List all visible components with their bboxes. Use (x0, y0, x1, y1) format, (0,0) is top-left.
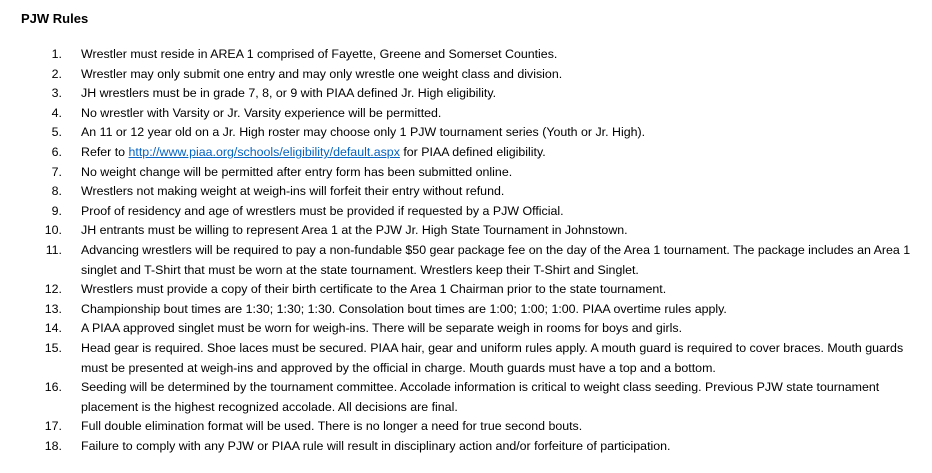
rule-text: Wrestler may only submit one entry and may only wrestle one weight class and division. (81, 66, 563, 81)
rule-text: JH entrants must be willing to represent Area 1 at the PJW Jr. High State Tournament in Johnstown. (81, 223, 628, 238)
rule-text: An 11 or 12 year old on a Jr. High roster may choose only 1 PJW tournament series (Youth or Jr. High). (81, 125, 646, 140)
rule-number: 6. (51, 144, 62, 159)
rule-text: Advancing wrestlers will be required to pay a non-fundable $50 gear package fee on the day of the Area 1 tournament. The package includes an Area 1 singlet and T-Shirt that must be worn at the state tournament. Wrestlers keep their T-Shirt and Singlet. (81, 242, 911, 277)
rule-text: Seeding will be determined by the tournament committee. Accolade information is critical to weight class seeding. Previous PJW state tournament placement is the highest recognized accolade. All decisions are final. (81, 380, 880, 414)
piaa-eligibility-link[interactable]: http://www.piaa.org/schools/eligibility/default.aspx (128, 144, 400, 159)
rule-number: 17. (44, 419, 62, 434)
rule-item-14 (0, 319, 932, 339)
rule-item-17 (0, 417, 932, 437)
rule-number: 12. (44, 282, 62, 297)
rule-number: 8. (51, 184, 62, 199)
rule-item-10 (0, 221, 932, 241)
rule-number: 9. (51, 203, 62, 218)
rule-number: 14. (44, 321, 62, 336)
rule-number: 5. (51, 125, 62, 140)
rule-item-15 (0, 339, 932, 378)
rule-item-7 (0, 163, 932, 183)
rule-text: Championship bout times are 1:30; 1:30; 1:30. Consolation bout times are 1:00; 1:00; 1:00. PIAA overtime rules apply. (81, 301, 727, 316)
rule-number: 7. (51, 164, 62, 179)
rule-text: Full double elimination format will be used. There is no longer a need for true second bouts. (81, 419, 583, 434)
page-title: PJW Rules (21, 11, 89, 26)
rule-text-after-link: for PIAA defined eligibility. (399, 144, 546, 159)
rule-number: 3. (51, 86, 62, 101)
rule-item-5 (0, 123, 932, 143)
rule-text: No weight change will be permitted after entry form has been submitted online. (81, 164, 513, 179)
rule-text: A PIAA approved singlet must be worn for weigh-ins. There will be separate weigh in rooms for boys and girls. (81, 321, 683, 336)
rule-item-12 (0, 280, 932, 300)
rule-text: No wrestler with Varsity or Jr. Varsity experience will be permitted. (81, 105, 442, 120)
rule-number: 10. (44, 223, 62, 238)
rule-text: Proof of residency and age of wrestlers must be provided if requested by a PJW Official. (81, 203, 564, 218)
rule-item-16 (0, 378, 932, 417)
rule-item-9 (0, 202, 932, 222)
rule-number: 4. (51, 105, 62, 120)
rule-number: 2. (51, 66, 62, 81)
rule-text: JH wrestlers must be in grade 7, 8, or 9 with PIAA defined Jr. High eligibility. (81, 86, 497, 101)
rule-text-before-link: Refer to (81, 144, 129, 159)
rule-text (81, 143, 921, 163)
rule-text: Wrestler must reside in AREA 1 comprised of Fayette, Greene and Somerset Counties. (81, 47, 558, 61)
rule-item-4 (0, 104, 932, 124)
rule-item-18 (0, 437, 932, 457)
rule-text: Failure to comply with any PJW or PIAA rule will result in disciplinary action and/or forfeiture of participation. (81, 438, 671, 453)
rule-item-2 (0, 65, 932, 85)
rule-number: 16. (44, 380, 62, 395)
rule-item-3 (0, 84, 932, 104)
rule-text: Head gear is required. Shoe laces must be secured. PIAA hair, gear and uniform rules apply. A mouth guard is required to cover braces. Mouth guards must be presented at weigh-ins and approved by the official in charge. Mouth guards must have a top and a bottom. (81, 340, 904, 375)
rule-number: 18. (44, 438, 62, 453)
rule-item-1 (0, 45, 932, 65)
rule-item-8 (0, 182, 932, 202)
rule-item-13 (0, 300, 932, 320)
rule-number: 15. (44, 340, 62, 355)
rules-list (0, 45, 932, 456)
rule-text: Wrestlers not making weight at weigh-ins will forfeit their entry without refund. (81, 184, 505, 199)
rule-number: 13. (44, 301, 62, 316)
rule-number: 1. (51, 47, 62, 61)
rule-item-6 (0, 143, 932, 163)
rule-text: Wrestlers must provide a copy of their birth certificate to the Area 1 Chairman prior to the state tournament. (81, 282, 667, 297)
rule-item-11 (0, 241, 932, 280)
rule-number: 11. (45, 242, 62, 257)
